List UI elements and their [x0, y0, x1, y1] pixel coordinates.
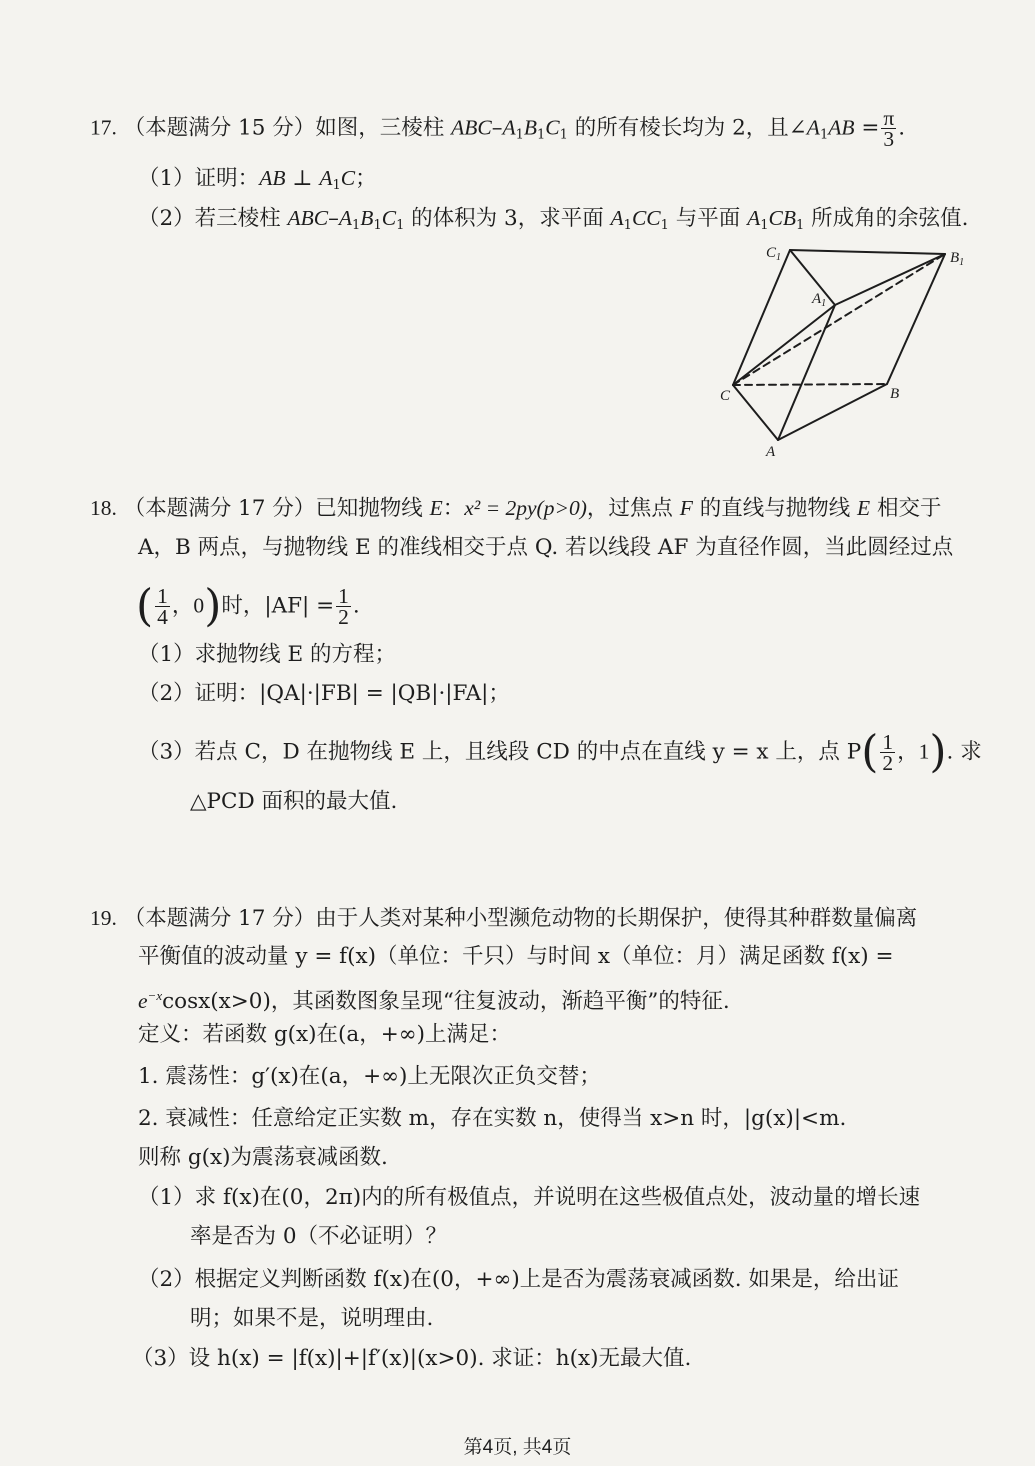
q18-stem-line1: 18. （本题满分 17 分）已知抛物线 E：x² = 2py(p>0)，过焦点 F 的直线与抛物线 E 相交于 [90, 496, 942, 521]
edge-c1c [733, 250, 790, 385]
q19-definition: 定义：若函数 g(x)在(a，+∞)上满足： [138, 1022, 512, 1047]
edge-a1b1 [835, 254, 945, 305]
q17-head-text: （本题满分 15 分）如图，三棱柱 [123, 115, 452, 141]
edge-ca [733, 385, 778, 440]
q18-stem-line3: ( $\frac{1}{4}$ ，0)时，|AF| = $\frac{1}{2}$ . [136, 580, 360, 632]
q18-stem-line2: A，B 两点，与抛物线 E 的准线相交于点 Q. 若以线段 AF 为直径作圆，当此圆经过点 [138, 535, 954, 560]
edge-cb1-dashed [733, 254, 945, 385]
q19-part2-line1: （2）根据定义判断函数 f(x)在(0，+∞)上是否为震荡衰减函数. 如果是，给出证 [138, 1267, 899, 1292]
q19-then: 则称 g(x)为震荡衰减函数. [138, 1145, 388, 1170]
q17-tail-text: 的所有棱长均为 2，且∠ [567, 115, 807, 141]
q19-part3: （3）设 h(x) = |f(x)|+|f′(x)|(x>0). 求证：h(x)无最大值. [132, 1346, 692, 1371]
q18-part3-line2: △PCD 面积的最大值. [190, 789, 398, 814]
q18-part1: （1）求抛物线 E 的方程； [138, 642, 397, 667]
q17-stem: 17. （本题满分 15 分）如图，三棱柱 ABC–$A_1B_1C_1$ 的所有棱长均为 2，且$\angle A_1AB$ = $\frac{\pi}{3}$ . [90, 106, 906, 151]
q19-stem-line2: 平衡值的波动量 y = f(x)（单位：千只）与时间 x（单位：月）满足函数 f(x) = [138, 944, 894, 969]
q19-part1-line2: 率是否为 0（不必证明）？ [190, 1224, 448, 1249]
q19-def-item1: 1. 震荡性：g′(x)在(a，+∞)上无限次正负交替； [138, 1064, 601, 1089]
q19-part2-line2: 明；如果不是，说明理由. [190, 1306, 434, 1331]
q17-number: 17. [90, 115, 117, 140]
q17-pi-fraction: $\frac{\pi}{3}$ [883, 106, 895, 151]
q17-part2: （2）若三棱柱 ABC–$A_1B_1C_1$ 的体积为 3，求平面 $A_1CC_1$ 与平面 $A_1CB_1$ 所成角的余弦值. [138, 206, 969, 233]
q19-def-item2: 2. 衰减性：任意给定正实数 m，存在实数 n，使得当 x>n 时，|g(x)|<m. [138, 1106, 847, 1131]
label-B1: $B_1$ [950, 250, 965, 268]
prism-figure [715, 238, 985, 463]
q17-part1: （1）证明：AB ⊥ $A_1C$； [138, 166, 377, 193]
label-B: B [890, 386, 900, 402]
label-C1: $C_1$ [766, 245, 782, 263]
q18-part2: （2）证明：|QA|·|FB| = |QB|·|FA|； [138, 681, 510, 706]
q18-number: 18. [90, 496, 117, 520]
edge-cb-dashed [733, 384, 887, 385]
q19-stem-line1: 19. （本题满分 17 分）由于人类对某种小型濒危动物的长期保护，使得其种群数量偏离 [90, 906, 918, 931]
edge-a1a [778, 305, 835, 440]
edge-ca1 [733, 305, 835, 385]
label-A1: $A_1$ [812, 291, 827, 309]
label-A: A [766, 444, 776, 460]
q19-number: 19. [90, 906, 117, 930]
page-footer: 第4页, 共4页 [463, 1437, 572, 1458]
q19-part1-line1: （1）求 f(x)在(0，2π)内的所有极值点，并说明在这些极值点处，波动量的增长速 [138, 1185, 921, 1210]
edge-c1b1 [790, 250, 945, 254]
label-C: C [720, 388, 731, 404]
q18-part3-line1: （3）若点 C，D 在抛物线 E 上，且线段 CD 的中点在直线 y = x 上，点 P( $\frac{1}{2}$ ，1). 求 [138, 726, 982, 778]
edge-ab [778, 384, 887, 440]
q19-stem-line3: $e^{-x}\cos x(x>0)$，其函数图象呈现“往复波动，渐趋平衡”的特征. [138, 988, 730, 1014]
edge-b1b [887, 254, 945, 384]
